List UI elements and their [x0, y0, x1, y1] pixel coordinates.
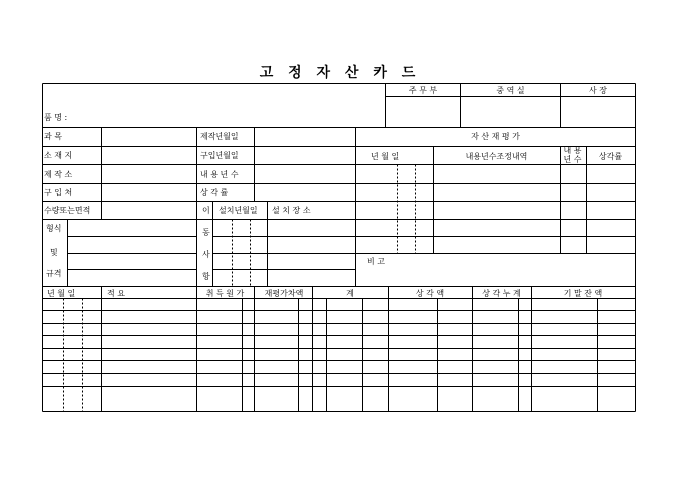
ledger-acq-cost-label: 취 득 원 가	[205, 289, 245, 298]
remark-label: 비 고	[367, 257, 385, 266]
location-label: 소 재 지	[44, 151, 73, 160]
ledger-total-label: 계	[346, 289, 354, 298]
purchase-from-label: 구 입 처	[44, 188, 73, 197]
approval-president-label: 사 장	[589, 86, 607, 95]
revaluation-ymd-label: 년 월 일	[371, 152, 400, 161]
and-label: 및	[50, 248, 58, 257]
purchase-date-label: 구입년월일	[200, 151, 239, 160]
move-label-2: 동	[202, 228, 210, 237]
move-label-4: 항	[202, 272, 210, 281]
ledger-book-value-label: 기 말 잔 액	[563, 289, 603, 298]
ledger-reval-diff-label: 재평가차액	[264, 289, 304, 298]
depreciation-rate-label: 상 각 률	[200, 188, 229, 197]
item-name-label: 품 명 :	[44, 113, 68, 122]
ledger-ymd-label: 년 월 일	[47, 289, 76, 298]
useful-life-label: 내 용 년 수	[200, 170, 239, 179]
approval-staff-label: 주 무 부	[408, 86, 438, 95]
revaluation-header: 자 산 재 평 가	[471, 132, 520, 141]
manufacture-date-label: 제작년월일	[200, 132, 239, 141]
card-title: 고 정 자 산 카 드	[259, 65, 421, 81]
quantity-area-label: 수량또는면적	[44, 206, 91, 215]
install-date-label: 설치년월일	[219, 206, 258, 215]
revaluation-life-label: 내 용 년 수	[563, 146, 582, 164]
ledger-depreciation-label: 상 각 액	[415, 289, 445, 298]
move-label-1: 이	[202, 206, 210, 215]
move-label-3: 사	[202, 250, 210, 259]
ledger-accum-label: 상 각 누 계	[482, 289, 521, 298]
ledger-summary-label: 적 요	[107, 289, 125, 298]
revaluation-adjust-label: 내용년수조정내역	[465, 152, 528, 161]
spec-label: 규격	[46, 269, 62, 278]
install-place-label: 설 치 장 소	[272, 206, 311, 215]
revaluation-rate-label: 상각률	[598, 152, 623, 161]
account-label: 과 목	[44, 132, 62, 141]
maker-label: 제 작 소	[44, 170, 73, 179]
approval-director-label: 중 역 실	[496, 86, 525, 95]
type-label: 형식	[46, 224, 62, 233]
